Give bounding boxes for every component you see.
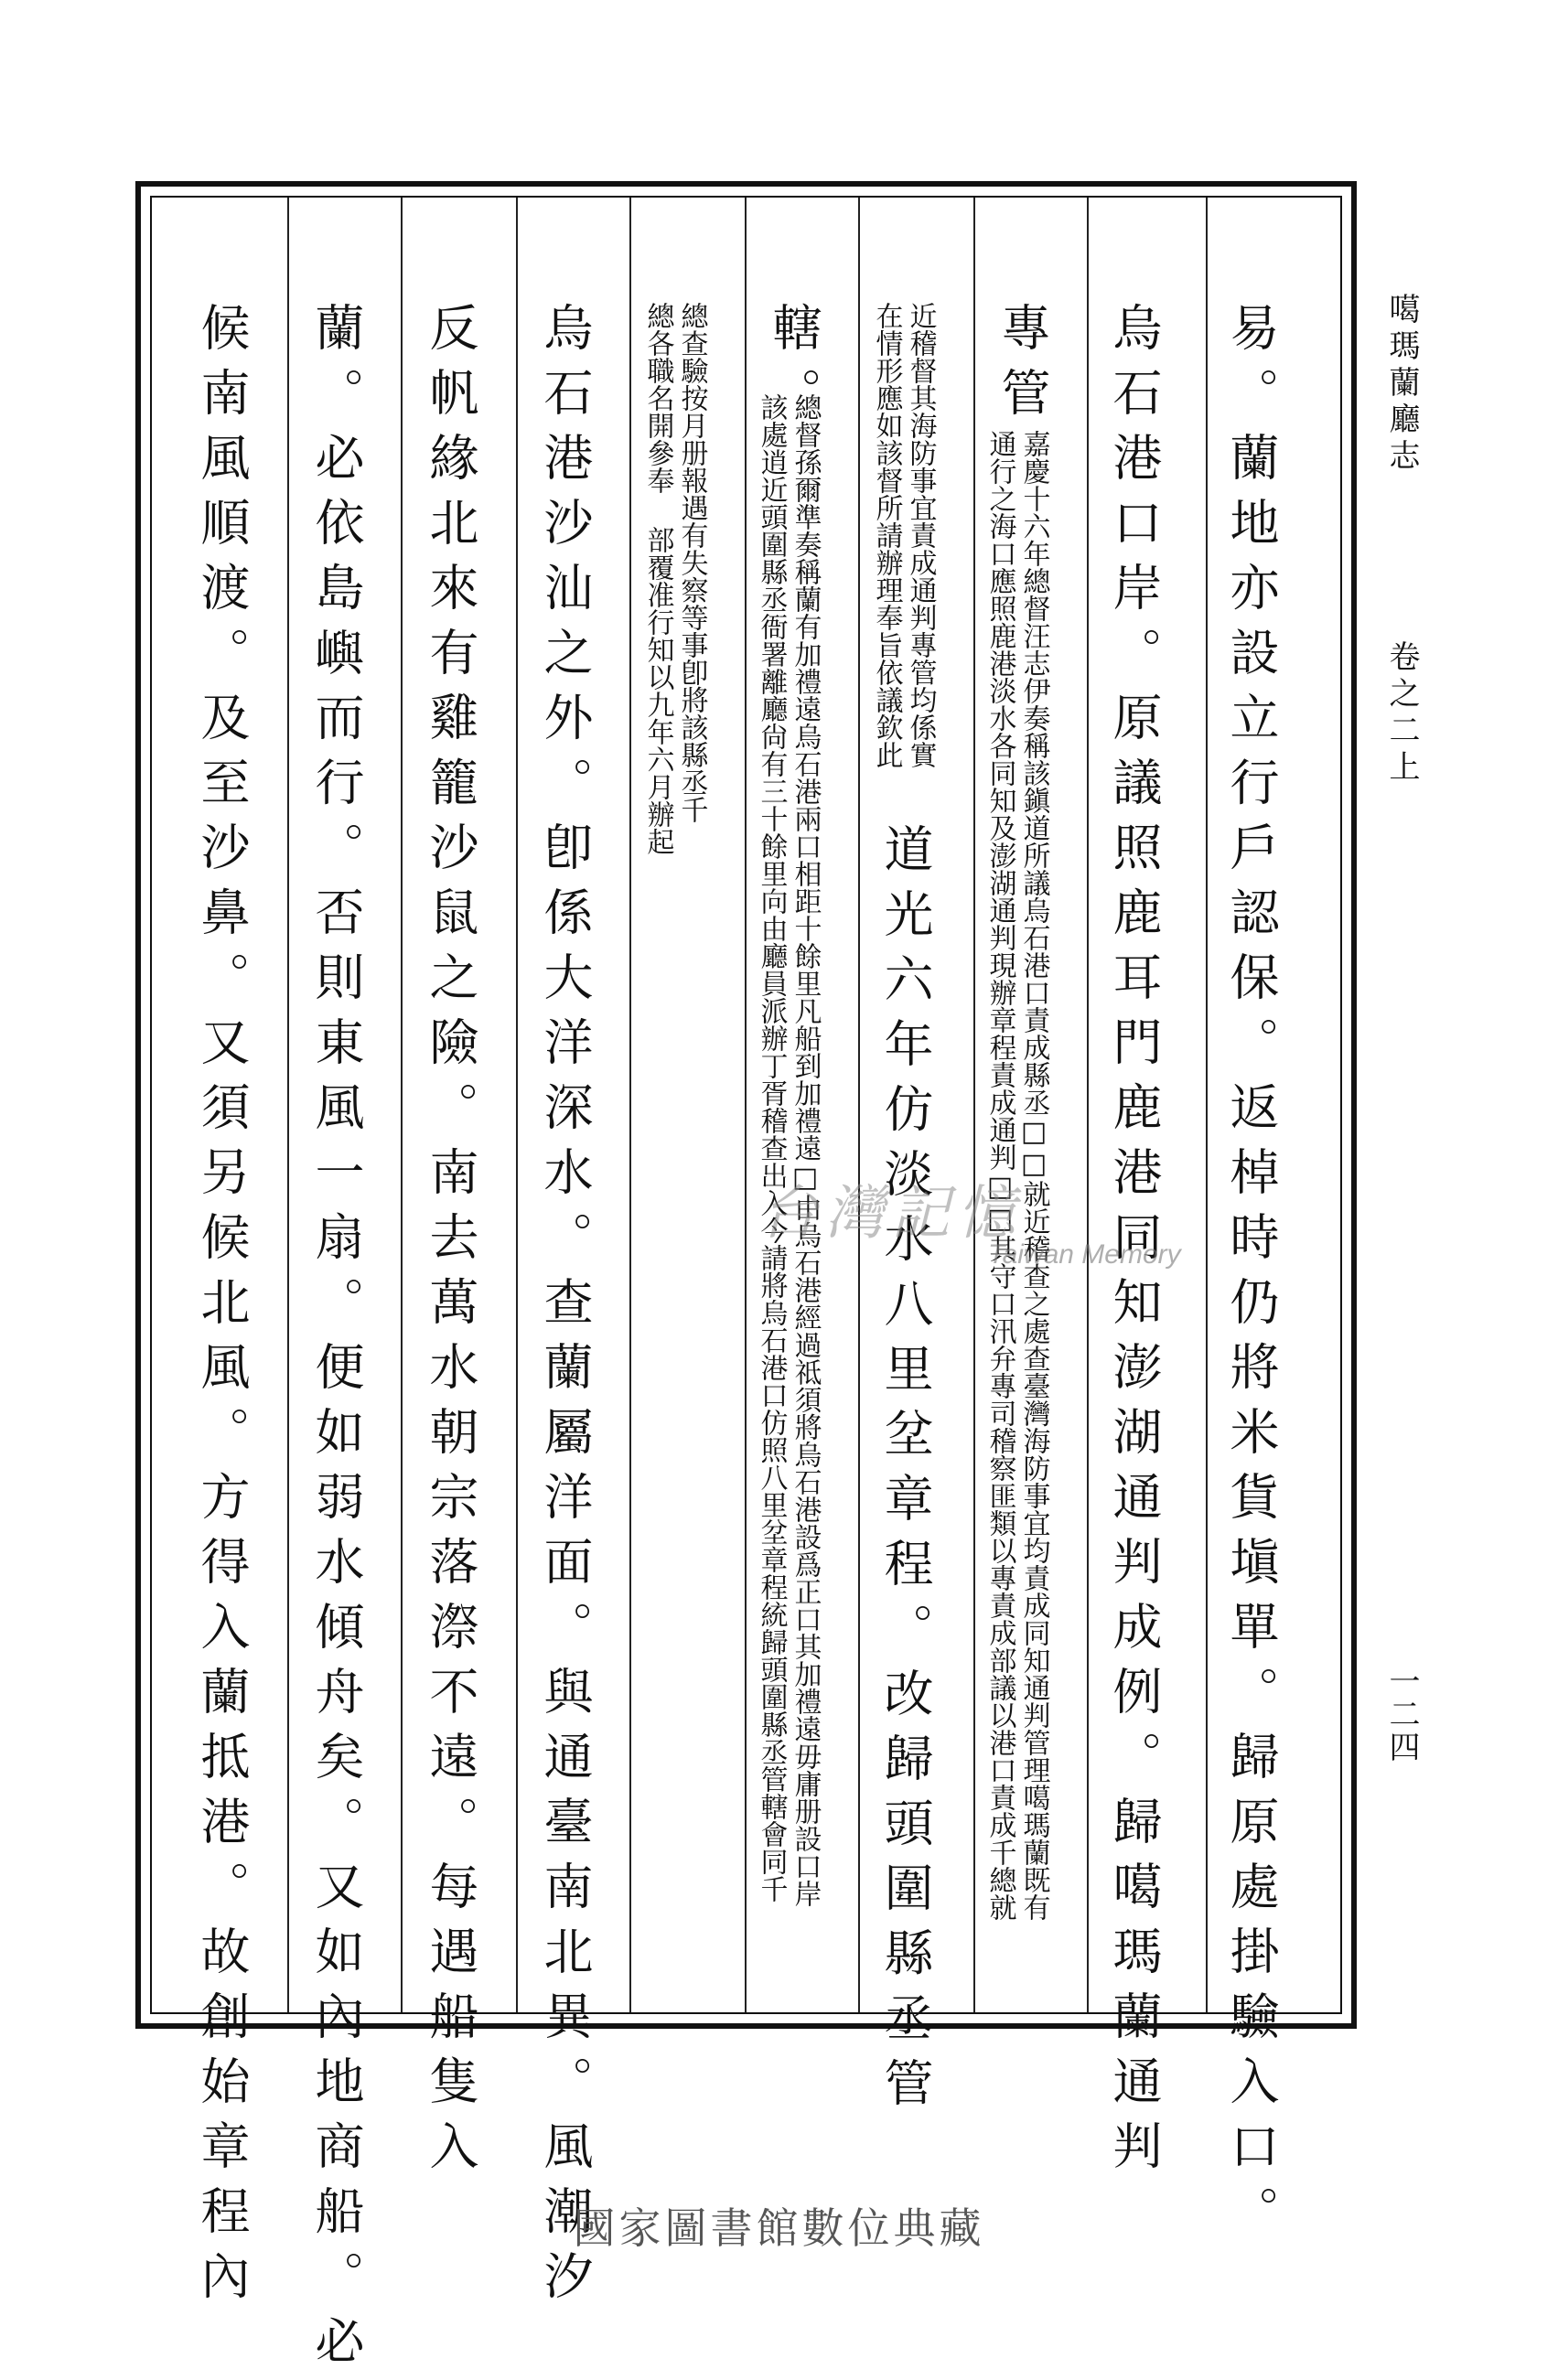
column-divider [629,198,631,2012]
column-divider [973,198,975,2012]
annotation-line: 總各職名開參奉 部覆准行知以九年六月辦起 [641,302,674,855]
column-divider [401,198,403,2012]
annotation-line: 總督孫爾準奏稱蘭有加禮遠烏石港兩口相距十餘里凡船到加禮遠□由烏石港經過祗須將烏石港設爲正口其加禮遠毋庸册設口岸 [789,393,822,1907]
text-column-2: 烏石港口岸。原議照鹿耳門鹿港同知澎湖通判成例。歸噶瑪蘭通判 [1105,302,1163,2185]
text-column-10: 候南風順渡。及至沙鼻。又須另候北風。方得入蘭抵港。故創始章程內 [193,302,251,2315]
text-column-8: 反帆緣北來有雞籠沙鼠之險。南去萬水朝宗落漈不遠。每遇船隻入 [422,302,479,2185]
annotation-line: 近稽督其海防事宜責成通判專管均係實 [904,302,937,768]
watermark-subtitle: Taiwan Memory [988,1239,1181,1270]
column-divider [858,198,860,2012]
annotation-line: 在情形應如該督所請辦理奉旨依議欽此 [870,302,903,768]
running-title: 噶瑪蘭廳志 [1383,293,1420,476]
column-divider [1087,198,1089,2012]
annotation-line: 嘉慶十六年總督汪志伊奏稱該鎭道所議烏石港口責成縣丞□□就近稽查之處查臺灣海防事宜均責成同知通判管理噶瑪蘭既有 [1017,430,1050,1921]
footer-credit: 國家圖書館數位典藏 [573,2203,985,2253]
text-column-4: 道光六年仿淡水八里坌章程。改歸頭圍縣丞管 [876,823,934,2122]
text-column-7: 烏石港沙汕之外。卽係大洋深水。查蘭屬洋面。與通臺南北異。風潮汐 [536,302,594,2315]
text-column-1: 易。蘭地亦設立行戶認保。返棹時仍將米貨塡單。歸原處掛驗入口。 [1222,302,1280,2250]
column-divider [516,198,518,2012]
annotation-line: 該處逍近頭圍縣丞衙署離廳尙有三十餘里向由廳員派辦丁胥稽查出入今請將烏石港口仿照八里坌章程統歸頭圍縣丞管轄會同千 [755,393,788,1903]
column-divider [745,198,747,2012]
column-divider [1206,198,1208,2012]
watermark-logo: 台灣記憶 [759,1180,1023,1248]
annotation-line: 通行之海口應照鹿港淡水各同知及澎湖通判現辦章程責成通判□□其守口汛弁專司稽察匪類以專責成部議以港口責成千總就 [983,430,1016,1921]
text-column-3-head: 專管 [994,302,1051,432]
volume-label: 卷之二上 [1383,640,1420,787]
text-column-5-head: 轄。 [765,302,822,432]
page-number: 一二四 [1383,1665,1420,1764]
annotation-line: 總查驗按月册報遇有失察等事卽將該縣丞千 [675,302,708,823]
column-divider [287,198,289,2012]
text-column-9: 蘭。必依島嶼而行。否則東風一扇。便如弱水傾舟矣。又如內地商船。必 [307,302,365,2380]
